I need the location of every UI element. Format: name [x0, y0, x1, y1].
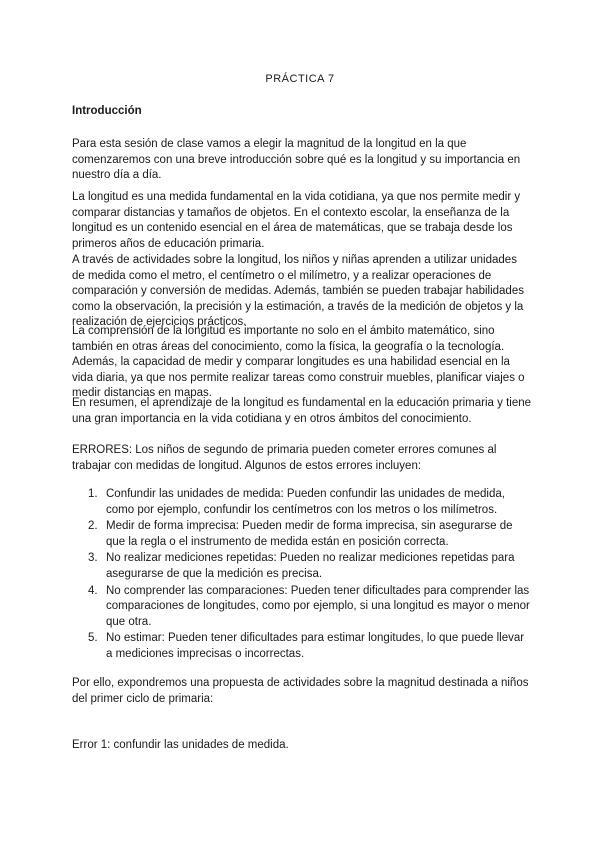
list-item-text: No estimar: Pueden tener dificultades para estimar longitudes, lo que puede llevar a mediciones imprecisas o incorrectas.: [106, 632, 525, 660]
paragraph: La longitud es una medida fundamental en la vida cotidiana, ya que nos permite medir y comparar distancias y tamaños de objetos. En el contexto escolar, la enseñanza de la longitud es un contenido esencial en el área de matemáticas, que se trabaja desde los primeros años de educación primaria.: [72, 191, 521, 250]
paragraph: La comprensión de la longitud es importante no solo en el ámbito matemático, sino también en otras áreas del conocimiento, como la física, la geografía o la tecnología. Además, la capacidad de medir y comparar longitudes es una habilidad esencial en la vida diaria, ya que nos permite realizar tareas como construir muebles, planificar viajes o medir distancias en mapas.: [72, 325, 525, 400]
list-number: 2.: [88, 520, 98, 533]
paragraph: Para esta sesión de clase vamos a elegir la magnitud de la longitud en la que comenzaremos con una breve introducción sobre qué es la longitud y su importancia en nuestro día a día.: [72, 138, 521, 182]
list-item: [72, 519, 532, 550]
list-number: 4.: [88, 584, 98, 597]
list-item-text: No comprender las comparaciones: Pueden tener dificultades para comprender las comparaciones de longitudes, como por ejemplo, si una longitud es mayor o menor que otra.: [106, 584, 530, 628]
errors-intro: ERRORES: Los niños de segundo de primaria pueden cometer errores comunes al trabajar con medidas de longitud. Algunos de estos errores incluyen:: [72, 444, 497, 472]
error-heading: Error 1: confundir las unidades de medida.: [72, 739, 289, 751]
paragraph: En resumen, el aprendizaje de la longitud es fundamental en la educación primaria y tiene una gran importancia en la vida cotidiana y en otros ámbitos del conocimiento.: [72, 397, 532, 425]
list-item: [72, 487, 532, 518]
list-item: [72, 551, 532, 582]
list-item-text: Confundir las unidades de medida: Pueden confundir las unidades de medida, como por ejemplo, confundir los centímetros con los metros o los milímetros.: [106, 488, 505, 516]
list-item-text: No realizar mediciones repetidas: Pueden no realizar mediciones repetidas para asegurarse de que la medición es precisa.: [106, 552, 515, 580]
errors-list: [72, 487, 532, 664]
section-heading: Introducción: [72, 105, 142, 117]
list-item-text: Medir de forma imprecisa: Pueden medir de forma imprecisa, sin asegurarse de que la regla o el instrumento de medida están en posición correcta.: [106, 520, 513, 548]
paragraph: A través de actividades sobre la longitud, los niños y niñas aprenden a utilizar unidades de medida como el metro, el centímetro o el milímetro, y a realizar operaciones de comparación y conversión de medidas. Además, también se pueden trabajar habilidades como la observación, la precisión y la estimación, a través de la medición de objetos y la realización de ejercicios prácticos.: [72, 254, 524, 329]
list-item: [72, 584, 532, 631]
list-item: [72, 631, 532, 662]
closing-paragraph: Por ello, expondremos una propuesta de actividades sobre la magnitud destinada a niños del primer ciclo de primaria:: [72, 677, 529, 705]
page-title: PRÁCTICA 7: [265, 73, 335, 85]
list-number: 1.: [88, 488, 98, 500]
list-number: 3.: [88, 552, 98, 565]
list-number: 5.: [88, 632, 98, 645]
